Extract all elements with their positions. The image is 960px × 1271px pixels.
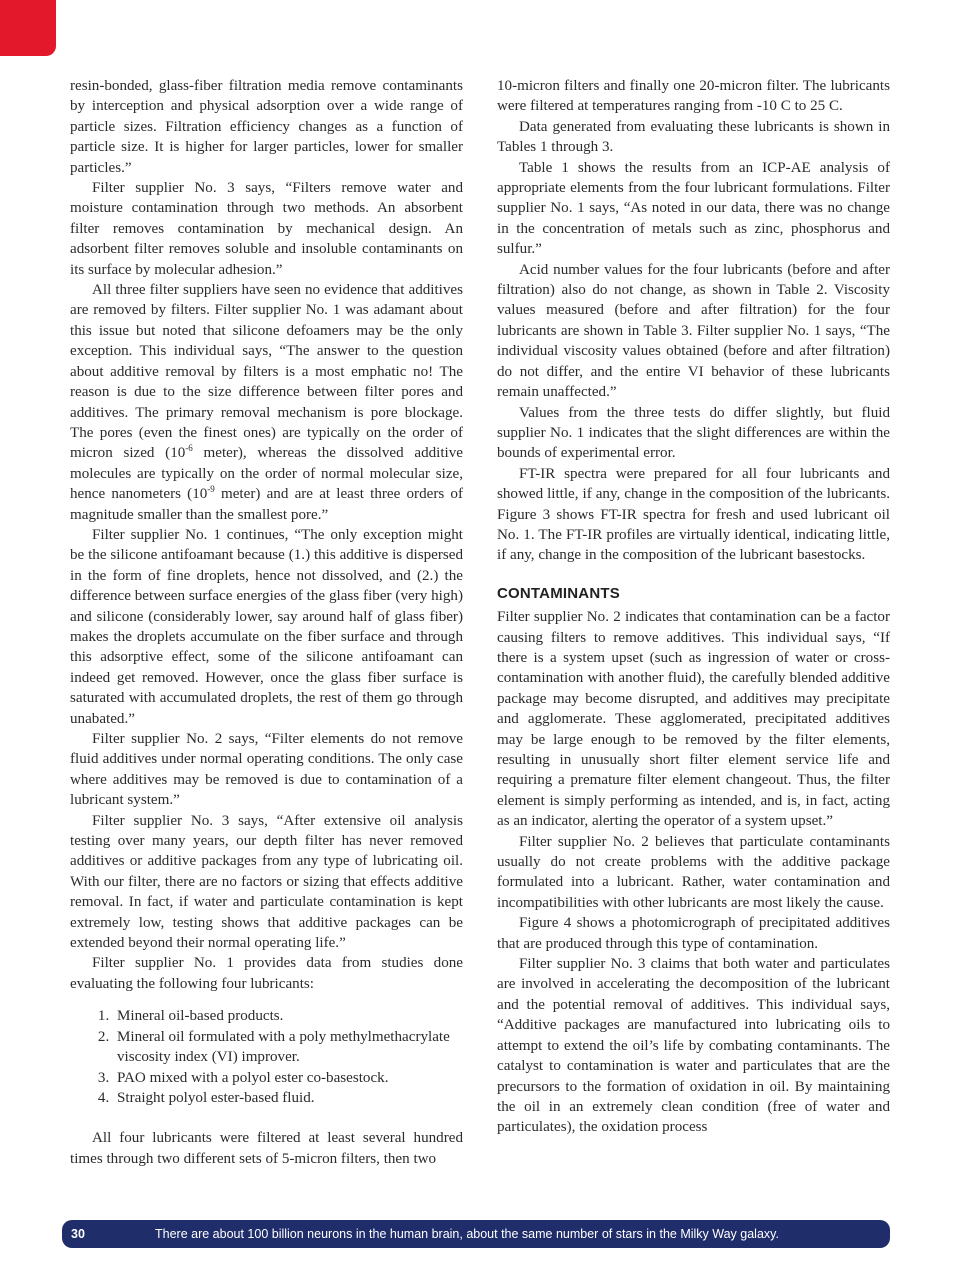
- paragraph: 10-micron filters and finally one 20-micron filter. The lubricants were filtered at temperatures ranging from -10 C to 25 C.: [497, 78, 890, 115]
- text-run: meter), whereas the dissolved additive molecules are typically on the order of normal molecular size, hence nanometers (10: [70, 445, 463, 503]
- paragraph: Filter supplier No. 3 says, “After extensive oil analysis testing over many years, our depth filter has never removed additives or additive packages from any type of lubricating oil. With our filter, there are no factors or sizing that effects additive removal. In fact, if water and particulate contamination is kept extremely low, testing shows that additive packages can be extended beyond their normal operating life.”: [70, 812, 463, 952]
- page-number: 30: [71, 1227, 85, 1241]
- paragraph: Filter supplier No. 3 says, “Filters remove water and moisture contamination through two methods. An absorbent filter removes contamination by mechanical design. An adsorbent filter removes soluble and insoluble contaminants on its surface by molecular adhesion.”: [70, 180, 463, 278]
- right-column: [497, 76, 890, 1138]
- paragraph: Filter supplier No. 1 provides data from studies done evaluating the following four lubricants:: [70, 955, 463, 992]
- paragraph: Filter supplier No. 3 claims that both water and particulates are involved in accelerating the decomposition of the lubricant and the potential removal of additives. This individual says, “Additive packages are manufactured into lubricating oils to attempt to extend the oil’s life by combating contaminants. The catalyst to contamination is water and particulates that are the precursors to the formation of oxidation in oil. By maintaining the oil in an extremely clean condition (free of water and particulates), the oxidation process: [497, 956, 890, 1136]
- paragraph: Filter supplier No. 2 indicates that contamination can be a factor causing filters to remove additives. This individual says, “If there is a system upset (such as ingression of water or cross-contamination with another fluid), the carefully blended additive package may become disrupted, and additives may precipitate and agglomerate. These agglomerated, precipitated additives may be large enough to be removed by the filter elements, resulting in unusually short filter element service life and requiring a premature filter element changeout. Thus, the filter element is simply performing as intended, and is, in fact, acting as an indicator, alerting the operator of a system upset.”: [497, 609, 890, 830]
- list-item: 2. Mineral oil formulated with a poly methylmethacrylate viscosity index (VI) improver.: [113, 1027, 463, 1068]
- text-run: meter) and are at least three orders of magnitude smaller than the smallest pore.”: [70, 486, 463, 523]
- footer-fact: There are about 100 billion neurons in the human brain, about the same number of stars in the Milky Way galaxy.: [155, 1227, 779, 1241]
- paragraph: All four lubricants were filtered at least several hundred times through two different sets of 5-micron filters, then two: [70, 1130, 463, 1167]
- paragraph: resin-bonded, glass-fiber filtration media remove contaminants by interception and physical adsorption over a wide range of particle sizes. Filtration efficiency changes as a function of particle size. It is higher for larger particles, lower for smaller particles.”: [70, 78, 463, 176]
- lubricant-list: [70, 1006, 463, 1108]
- paragraph: Figure 4 shows a photomicrograph of precipitated additives that are produced through this type of contamination.: [497, 915, 890, 952]
- exponent: -6: [185, 443, 193, 454]
- paragraph: FT-IR spectra were prepared for all four lubricants and showed little, if any, change in the composition of the lubricants. Figure 3 shows FT-IR spectra for fresh and used lubricant oil No. 1. The FT-IR profiles are virtually identical, indicating little, if any, change in the composition of the lubricant basestocks.: [497, 465, 890, 564]
- paragraph: [70, 280, 463, 525]
- list-item: 4. Straight polyol ester-based fluid.: [113, 1088, 463, 1108]
- paragraph: Acid number values for the four lubricants (before and after filtration) also do not change, as shown in Table 2. Viscosity values measured (before and after filtration) for the four lubricants are shown in Table 3. Filter supplier No. 1 says, “The individual viscosity values obtained (before and after filtration) do not differ, and the entire VI behavior of these lubricants remain unaffected.”: [497, 261, 890, 401]
- paragraph: Values from the three tests do differ slightly, but fluid supplier No. 1 indicates that the slight differences are within the bounds of experimental error.: [497, 404, 890, 462]
- paragraph: Filter supplier No. 2 says, “Filter elements do not remove fluid additives under normal operating conditions. The only case where additives may be removed is due to contamination of a lubricant system.”: [70, 731, 463, 809]
- text-run: All three filter suppliers have seen no evidence that additives are removed by filters. Filter supplier No. 1 was adamant about this issue but noted that silicone defoamers may be the only exception. This individual says, “The answer to the question about additive removal by filters is a most emphatic no! The reason is due to the size difference between filter pores and additives. The primary removal mechanism is pore blockage. The pores (even the finest ones) are typically on the order of micron sized (10: [70, 282, 463, 462]
- footer-bar: [62, 1220, 890, 1248]
- left-column: [70, 76, 463, 1169]
- paragraph: Filter supplier No. 1 continues, “The only exception might be the silicone antifoamant because (1.) this additive is dispersed in the form of fine droplets, hence not dissolved, and (2.) the difference between surface energies of the glass fiber (very high) and silicone (considerably lower, say around half of glass fiber) makes the droplets accumulate on the fiber surface and through this adsorptive effect, some of the silicone antifoamant can indeed get removed. However, once the glass fiber surface is saturated with accumulated droplets, the rest of them go through unabated.”: [70, 526, 463, 727]
- corner-tab-decoration: [0, 0, 56, 56]
- exponent: -9: [207, 484, 215, 495]
- list-item: 1. Mineral oil-based products.: [113, 1006, 463, 1026]
- paragraph: Data generated from evaluating these lubricants is shown in Tables 1 through 3.: [497, 118, 890, 156]
- paragraph: Filter supplier No. 2 believes that particulate contaminants usually do not create problems with the additive package formulated into a lubricant. Rather, water contamination and incompatibilities with other lubricants are most likely the cause.: [497, 833, 890, 911]
- paragraph: Table 1 shows the results from an ICP-AE analysis of appropriate elements from the four lubricant formulations. Filter supplier No. 1 says, “As noted in our data, there was no change in the concentration of metals such as zinc, phosphorus and sulfur.”: [497, 159, 890, 258]
- list-item: 3. PAO mixed with a polyol ester co-basestock.: [113, 1068, 463, 1088]
- section-heading: CONTAMINANTS: [497, 584, 620, 602]
